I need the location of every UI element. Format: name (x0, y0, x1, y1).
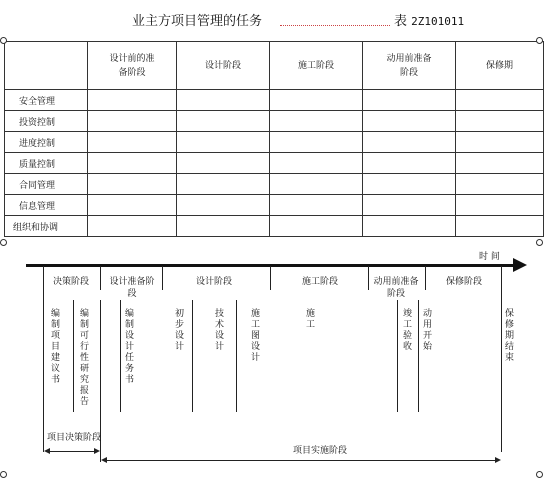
task-label: 初步设计 (174, 309, 184, 352)
title-text: 业主方项目管理的任务 (132, 14, 263, 29)
task-label: 施工图设计 (250, 309, 260, 363)
row-label: 投资控制 (5, 111, 88, 132)
span-line-decision (49, 451, 94, 452)
time-axis-label: 时 间 (479, 252, 500, 262)
task-label: 编制可行性研究报告 (79, 309, 89, 407)
arrow-right-icon (513, 258, 527, 272)
row-label: 进度控制 (5, 132, 88, 153)
arrow-right-icon (94, 448, 100, 454)
stage-label: 施工阶段 (301, 277, 338, 287)
task-label: 动用开始 (422, 309, 432, 352)
milestone-line (120, 300, 121, 412)
task-label: 技术设计 (214, 309, 224, 352)
milestone-line (192, 300, 193, 412)
arrow-left-icon (44, 448, 50, 454)
span-line-implementation (107, 460, 495, 461)
task-label: 保修期结束 (504, 309, 514, 363)
span-label-decision: 项目决策阶段 (47, 433, 102, 443)
column-header: 施工阶段 (270, 42, 363, 90)
row-label: 组织和协调 (5, 216, 88, 237)
arrow-left-icon (101, 457, 107, 463)
task-label: 编制项目建议书 (50, 309, 60, 385)
stage-label: 设计准备阶段 (109, 277, 155, 299)
milestone-line (418, 300, 419, 412)
stage-divider (270, 266, 271, 290)
stage-label: 保修阶段 (445, 277, 482, 287)
column-header: 设计阶段 (177, 42, 270, 90)
milestone-line (73, 300, 74, 412)
column-header-label: 设计前的准备阶段 (109, 53, 155, 78)
span-label-implementation: 项目实施阶段 (293, 446, 348, 456)
milestone-line (236, 300, 237, 412)
stage-label: 决策阶段 (52, 277, 89, 287)
milestone-line (501, 266, 502, 452)
column-header: 保修期 (456, 42, 544, 90)
table-code: 2Z101011 (411, 15, 465, 28)
row-label: 质量控制 (5, 153, 88, 174)
row-label: 安全管理 (5, 90, 88, 111)
row-label: 信息管理 (5, 195, 88, 216)
task-label: 竣工验收 (402, 309, 412, 352)
stage-label: 动用前准备阶段 (373, 277, 419, 299)
table-prefix: 表 (394, 14, 412, 29)
task-label: 施工 (305, 309, 315, 330)
arrow-right-icon (495, 457, 501, 463)
stage-divider (425, 266, 426, 290)
row-label: 合同管理 (5, 174, 88, 195)
stage-divider (100, 266, 101, 290)
task-label: 编制设计任务书 (124, 309, 134, 385)
milestone-line (397, 300, 398, 412)
stage-divider (368, 266, 369, 290)
stage-label: 设计阶段 (195, 277, 232, 287)
milestone-line (43, 266, 44, 452)
stage-divider (162, 266, 163, 290)
column-header-label: 动用前准备阶段 (386, 53, 432, 78)
